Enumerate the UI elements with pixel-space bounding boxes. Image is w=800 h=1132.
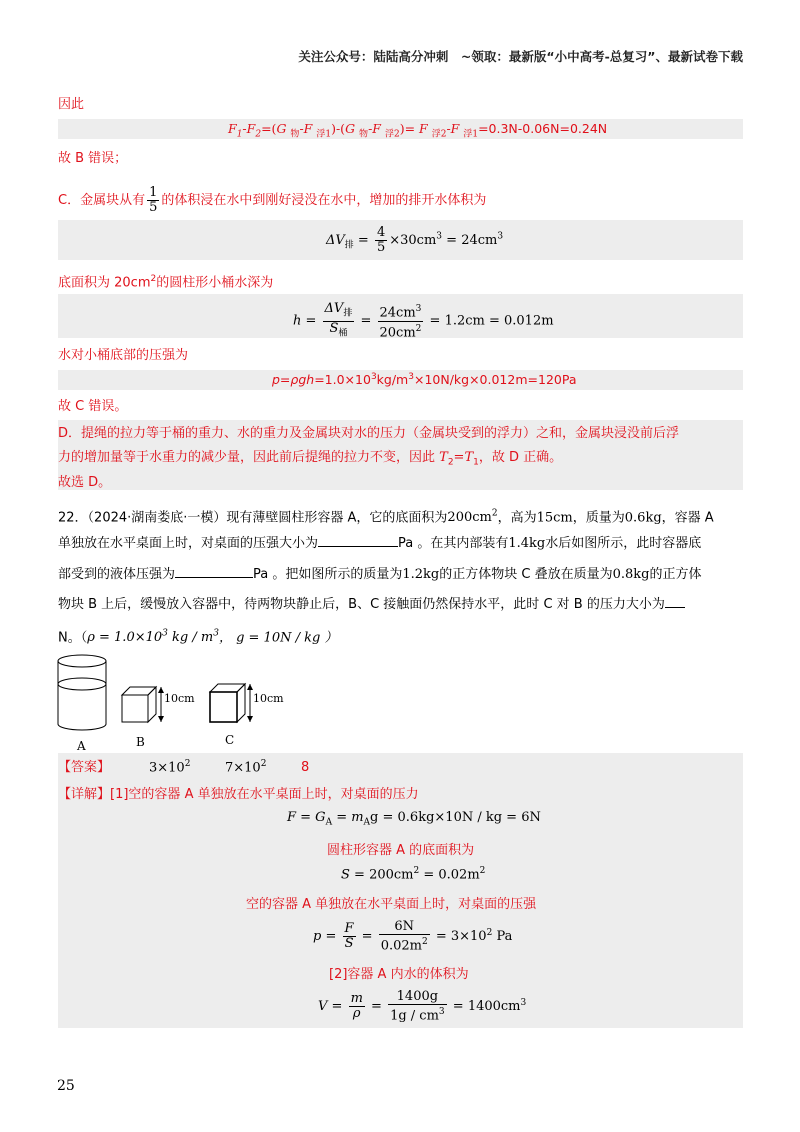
text-yinci: 因此 [58,97,85,112]
cube-b-icon [122,687,164,722]
answer-blank-3[interactable] [665,607,685,608]
cube-c-icon [210,684,253,722]
figure-containers [48,650,278,750]
answer-blank-1[interactable] [318,546,398,547]
answer-3: 8 [301,760,310,775]
container-a-icon [58,655,106,730]
q22-line3: 部受到的液体压强为 Pa 。把如图所示的质量为1.2kg的正方体物块 C 叠放在质量为0.8kg的正方体 [58,567,702,582]
text-d-line2: 力的增加量等于水重力的减少量，因此前后提绳的拉力不变，因此 $T_2=T_1$，故 D 正确。 [58,450,563,468]
detail-p2: 圆柱形容器 A 的底面积为 [327,843,475,858]
text-area: 底面积为 $20cm^2$的圆柱形小桶水深为 [58,274,274,291]
fig-dim-c: 10cm [253,692,284,705]
answer-blank-2[interactable] [175,577,253,578]
formula-pressure: $p=\rho gh=1.0\times 10^3kg/m^3\times 10N/kg\times 0.012m=120Pa$ [272,372,577,388]
text-pressure-intro: 水对小桶底部的压强为 [58,348,189,363]
q22-line4: 物块 B 上后，缓慢放入容器中，待两物块静止后，B、C 接触面仍然保持水平，此时 C 对 B 的压力大小为 [58,596,685,614]
page-number: 25 [57,1078,75,1094]
formula-depth: h = $\frac{\Delta V_排}{S_桶}$ = $\frac{24cm^3}{20cm^2}$ = 1.2cm = 0.012m [293,301,554,340]
text-b-wrong: 故 B 错误； [58,151,128,166]
q22-line1: 22．（2024·湖南娄底·一模）现有薄壁圆柱形容器 A，它的底面积为$200cm^2$，高为15cm，质量为0.6kg，容器 A [58,509,714,526]
formula-force-difference: $F_1-F_2=(G$ $_物$-F $_{浮1}$)-(G $_物$-F $_{浮2}$)= F $_{浮2}$-F $_{浮1}$=0.3N-0.06N=0.24N [228,121,608,140]
detail-eq3: p = $\frac{F}{S}$ = $\frac{6N}{0.02m^2}$ = $3\times 10^2$ Pa [313,919,513,954]
text-c-intro: C．金属块从有 $\frac{1}{5}$ 的体积浸在水中到刚好浸没在水中，增加的排开水体积为 [58,185,487,215]
q22-line5: N。（$\rho = 1.0\times 10^3$ kg / $m^3$， g = 10N / kg ） [58,629,338,646]
detail-p4: [2]容器 A 内水的体积为 [329,967,469,982]
formula-delta-v: $\Delta V_排$ = $\frac{4}{5}$ $\times 30cm^3 = 24cm^3$ [326,225,504,255]
detail-eq2: $S = 200cm^2 = 0.02m^2$ [341,866,486,883]
fig-label-a: A [77,739,86,753]
fig-label-c: C [225,733,235,747]
answer-2: $7\times 10^2$ [225,759,267,776]
answer-1: $3\times 10^2$ [149,759,191,776]
page-header: 关注公众号：陆陆高分冲刺 ~领取：最新版“小中高考-总复习”、最新试卷下载 [298,49,743,64]
text-d-line1: D．提绳的拉力等于桶的重力、水的重力及金属块对水的压力（金属块受到的浮力）之和，金属块浸没前后浮 [58,426,680,441]
answer-line: 【答案】 [58,760,111,775]
fig-label-b: B [136,735,145,749]
fig-dim-b: 10cm [164,692,195,705]
q22-line2: 单独放在水平桌面上时，对桌面的压强大小为 Pa 。在其内部装有1.4kg水后如图所示，此时容器底 [58,536,702,551]
detail-eq1: $F = G_A = m_Ag = 0.6kg\times 10N$ / kg = 6N [287,810,541,828]
text-c-wrong: 故 C 错误。 [58,399,128,414]
detail-p1: 【详解】[1]空的容器 A 单独放在水平桌面上时，对桌面的压力 [58,787,419,802]
text-choose-d: 故选 D。 [58,475,112,490]
detail-eq4: V = $\frac{m}{\rho}$ = $\frac{1400g}{1g / cm^3}$ = $1400cm^3$ [318,989,527,1024]
detail-p3: 空的容器 A 单独放在水平桌面上时，对桌面的压强 [246,897,537,912]
